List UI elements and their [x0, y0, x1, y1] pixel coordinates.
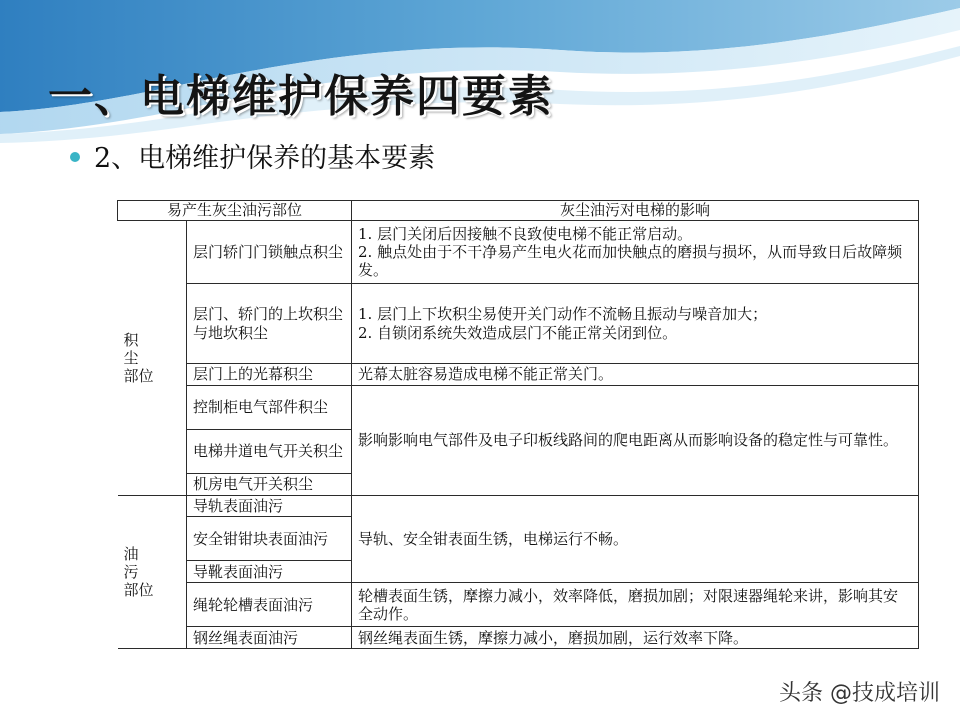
category-dust-line2: 部位 — [123, 367, 154, 386]
subtitle — [70, 136, 435, 175]
part-cell: 导轨表面油污 — [187, 496, 352, 517]
part-cell: 控制柜电气部件积尘 — [187, 386, 352, 430]
part-cell: 绳轮轮槽表面油污 — [187, 583, 352, 627]
table-row — [118, 627, 919, 649]
part-cell: 电梯井道电气开关积尘 — [187, 430, 352, 474]
effect-cell: 导轨、安全钳表面生锈，电梯运行不畅。 — [352, 496, 919, 583]
category-dust-line1: 积 尘 — [123, 330, 157, 367]
effect-line: 2. 触点处由于不干净易产生电火花而加快触点的磨损与损坏，从而导致日后故障频发。 — [358, 242, 903, 280]
effect-cell: 影响影响电气部件及电子印板线路间的爬电距离从而影响设备的稳定性与可靠性。 — [352, 386, 919, 496]
page-title: 一、电梯维护保养四要素 — [48, 71, 554, 122]
part-cell: 钢丝绳表面油污 — [187, 627, 352, 649]
category-oil-line2: 部位 — [123, 581, 154, 600]
watermark: 头条 @技成培训 — [779, 681, 940, 706]
part-cell: 安全钳钳块表面油污 — [187, 517, 352, 561]
effect-cell: 轮槽表面生锈，摩擦力减小，效率降低，磨损加剧；对限速器绳轮来讲，影响其安全动作。 — [352, 583, 919, 627]
part-cell: 层门上的光幕积尘 — [187, 364, 352, 386]
part-cell: 导靴表面油污 — [187, 561, 352, 583]
effect-line: 1. 层门上下坎积尘易使开关门动作不流畅且振动与噪音加大； — [358, 305, 768, 324]
category-dust — [118, 221, 187, 496]
effect-cell — [352, 284, 919, 364]
table-row — [118, 364, 919, 386]
effect-cell: 钢丝绳表面生锈，摩擦力减小，磨损加剧，运行效率下降。 — [352, 627, 919, 649]
table-row — [118, 284, 919, 364]
table-header-row — [118, 201, 919, 221]
effect-cell — [352, 221, 919, 284]
table-row — [118, 496, 919, 517]
category-oil-line1: 油 污 — [123, 544, 157, 581]
header-cell-part: 易产生灰尘油污部位 — [118, 201, 352, 221]
part-cell: 层门、轿门的上坎积尘与地坎积尘 — [187, 284, 352, 364]
table-row — [118, 386, 919, 430]
table-row — [118, 221, 919, 284]
effect-line: 1. 层门关闭后因接触不良致使电梯不能正常启动。 — [358, 224, 693, 243]
header-cell-effect: 灰尘油污对电梯的影响 — [352, 201, 919, 221]
effect-cell: 光幕太脏容易造成电梯不能正常关门。 — [352, 364, 919, 386]
category-oil — [118, 496, 187, 649]
subtitle-text: 2、电梯维护保养的基本要素 — [94, 143, 436, 174]
maintenance-table — [117, 200, 919, 649]
table-row — [118, 583, 919, 627]
bullet-icon — [70, 152, 80, 162]
part-cell: 层门轿门门锁触点积尘 — [187, 221, 352, 284]
part-cell: 机房电气开关积尘 — [187, 474, 352, 496]
effect-line: 2. 自锁闭系统失效造成层门不能正常关闭到位。 — [358, 323, 678, 342]
